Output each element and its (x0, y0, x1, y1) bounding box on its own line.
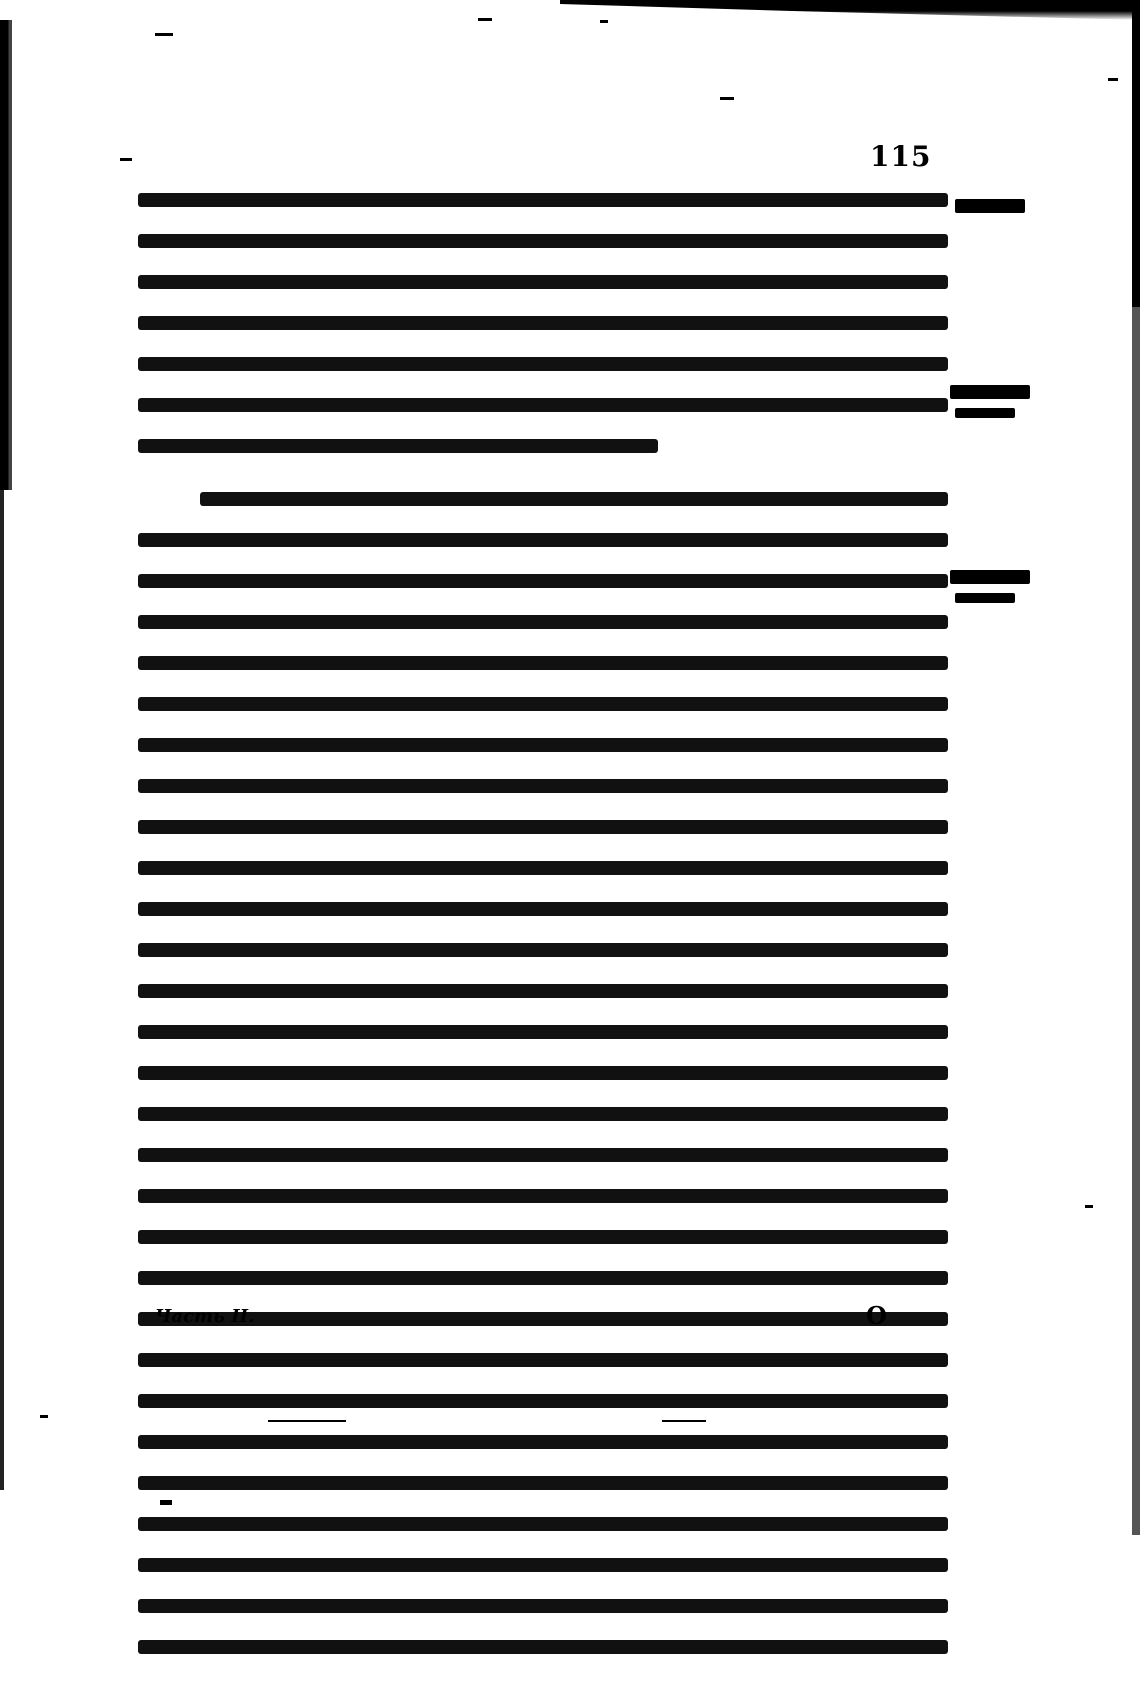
text-line (138, 1230, 948, 1244)
text-line (138, 902, 948, 916)
scan-speck (478, 18, 492, 21)
text-line (138, 439, 658, 453)
scan-edge-left (0, 20, 12, 490)
scan-edge-left-thin (0, 490, 4, 1490)
text-line (138, 738, 948, 752)
scan-edge-right (1132, 0, 1140, 1535)
text-line (138, 193, 948, 207)
text-line (138, 1025, 948, 1039)
margin-note (955, 199, 1025, 213)
scan-speck (120, 158, 132, 161)
text-line (138, 943, 948, 957)
margin-note (955, 593, 1015, 603)
text-line (138, 1271, 948, 1285)
text-line (138, 398, 948, 412)
text-line (138, 316, 948, 330)
text-line (138, 1476, 948, 1490)
text-line (138, 533, 948, 547)
paragraph-2 (138, 492, 948, 1681)
text-line (138, 1066, 948, 1080)
page-number: 115 (870, 140, 932, 173)
text-line (138, 984, 948, 998)
scan-speck (1085, 1205, 1093, 1208)
scan-rule (662, 1420, 706, 1422)
text-line (138, 861, 948, 875)
text-line (138, 1558, 948, 1572)
scan-speck (40, 1415, 48, 1418)
text-line (138, 1394, 948, 1408)
text-line (138, 779, 948, 793)
text-line (138, 615, 948, 629)
text-line (138, 1107, 948, 1121)
text-line (200, 492, 948, 506)
text-line (138, 1640, 948, 1654)
margin-note (950, 385, 1030, 399)
text-line (138, 275, 948, 289)
text-line (138, 1148, 948, 1162)
scan-rule (268, 1420, 346, 1422)
text-line (138, 697, 948, 711)
scan-speck (600, 20, 608, 23)
text-line (138, 1353, 948, 1367)
text-line (138, 234, 948, 248)
text-line (138, 656, 948, 670)
text-line (138, 1599, 948, 1613)
scan-speck (155, 33, 173, 36)
scan-speck (1108, 78, 1118, 81)
scan-edge-top (560, 0, 1140, 20)
text-line (138, 820, 948, 834)
sheet-mark: O (866, 1301, 887, 1330)
text-line (138, 1435, 948, 1449)
paragraph-1 (138, 193, 948, 480)
margin-note (950, 570, 1030, 584)
scan-speck (720, 97, 734, 100)
text-line (138, 357, 948, 371)
signature-mark: Часть II. (155, 1306, 255, 1327)
text-line (138, 574, 948, 588)
text-line (138, 1312, 948, 1326)
margin-note (955, 408, 1015, 418)
text-line (138, 1517, 948, 1531)
text-line (138, 1189, 948, 1203)
